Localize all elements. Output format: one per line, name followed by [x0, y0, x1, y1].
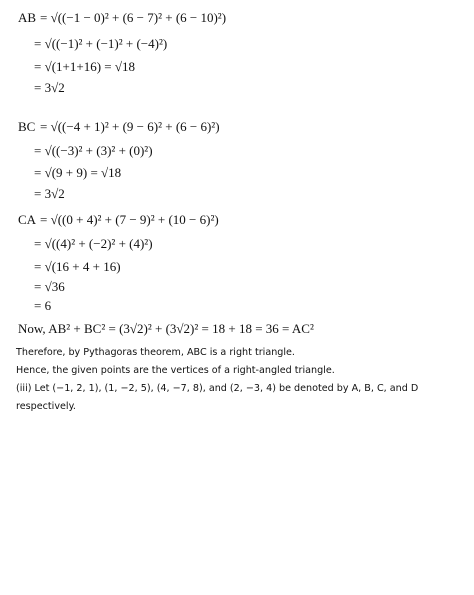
ca-line-1-rhs: = √((0 + 4)² + (7 − 9)² + (10 − 6)²) — [40, 212, 219, 227]
ca-derivation — [18, 212, 219, 313]
now-equation: Now, AB² + BC² = (3√2)² + (3√2)² = 18 + 18 = 36 = AC² — [18, 321, 314, 336]
bc-line-3: = √(9 + 9) = √18 — [34, 165, 122, 180]
ab-line-4: = 3√2 — [34, 80, 65, 95]
paragraph-respectively: respectively. — [16, 401, 76, 412]
bc-line-2: = √((−3)² + (3)² + (0)²) — [34, 143, 153, 158]
ab-derivation — [18, 10, 226, 95]
ab-line-1-rhs: = √((−1 − 0)² + (6 − 7)² + (6 − 10)²) — [40, 10, 227, 25]
bc-line-4: = 3√2 — [34, 186, 65, 201]
ca-line-2: = √((4)² + (−2)² + (4)²) — [34, 236, 153, 251]
ca-line-5: = 6 — [34, 298, 52, 313]
paragraph-pythagoras: Therefore, by Pythagoras theorem, ABC is a right triangle. — [16, 347, 295, 358]
paragraph-conclusion: Hence, the given points are the vertices of a right-angled triangle. — [16, 365, 335, 376]
ab-line-1: AB — [18, 10, 37, 25]
ca-line-3: = √(16 + 4 + 16) — [34, 259, 121, 274]
ca-line-1: CA — [18, 212, 37, 227]
bc-line-1-rhs: = √((−4 + 1)² + (9 − 6)² + (6 − 6)²) — [40, 119, 220, 134]
paragraph-part-iii: (iii) Let (−1, 2, 1), (1, −2, 5), (4, −7, 8), and (2, −3, 4) be denoted by A, B, C, and D — [16, 383, 419, 394]
bc-line-1: BC — [18, 119, 36, 134]
ca-line-4: = √36 — [34, 279, 65, 294]
ab-line-3: = √(1+1+16) = √18 — [34, 59, 136, 74]
bc-derivation — [18, 119, 220, 201]
ab-line-2: = √((−1)² + (−1)² + (−4)²) — [34, 36, 168, 51]
